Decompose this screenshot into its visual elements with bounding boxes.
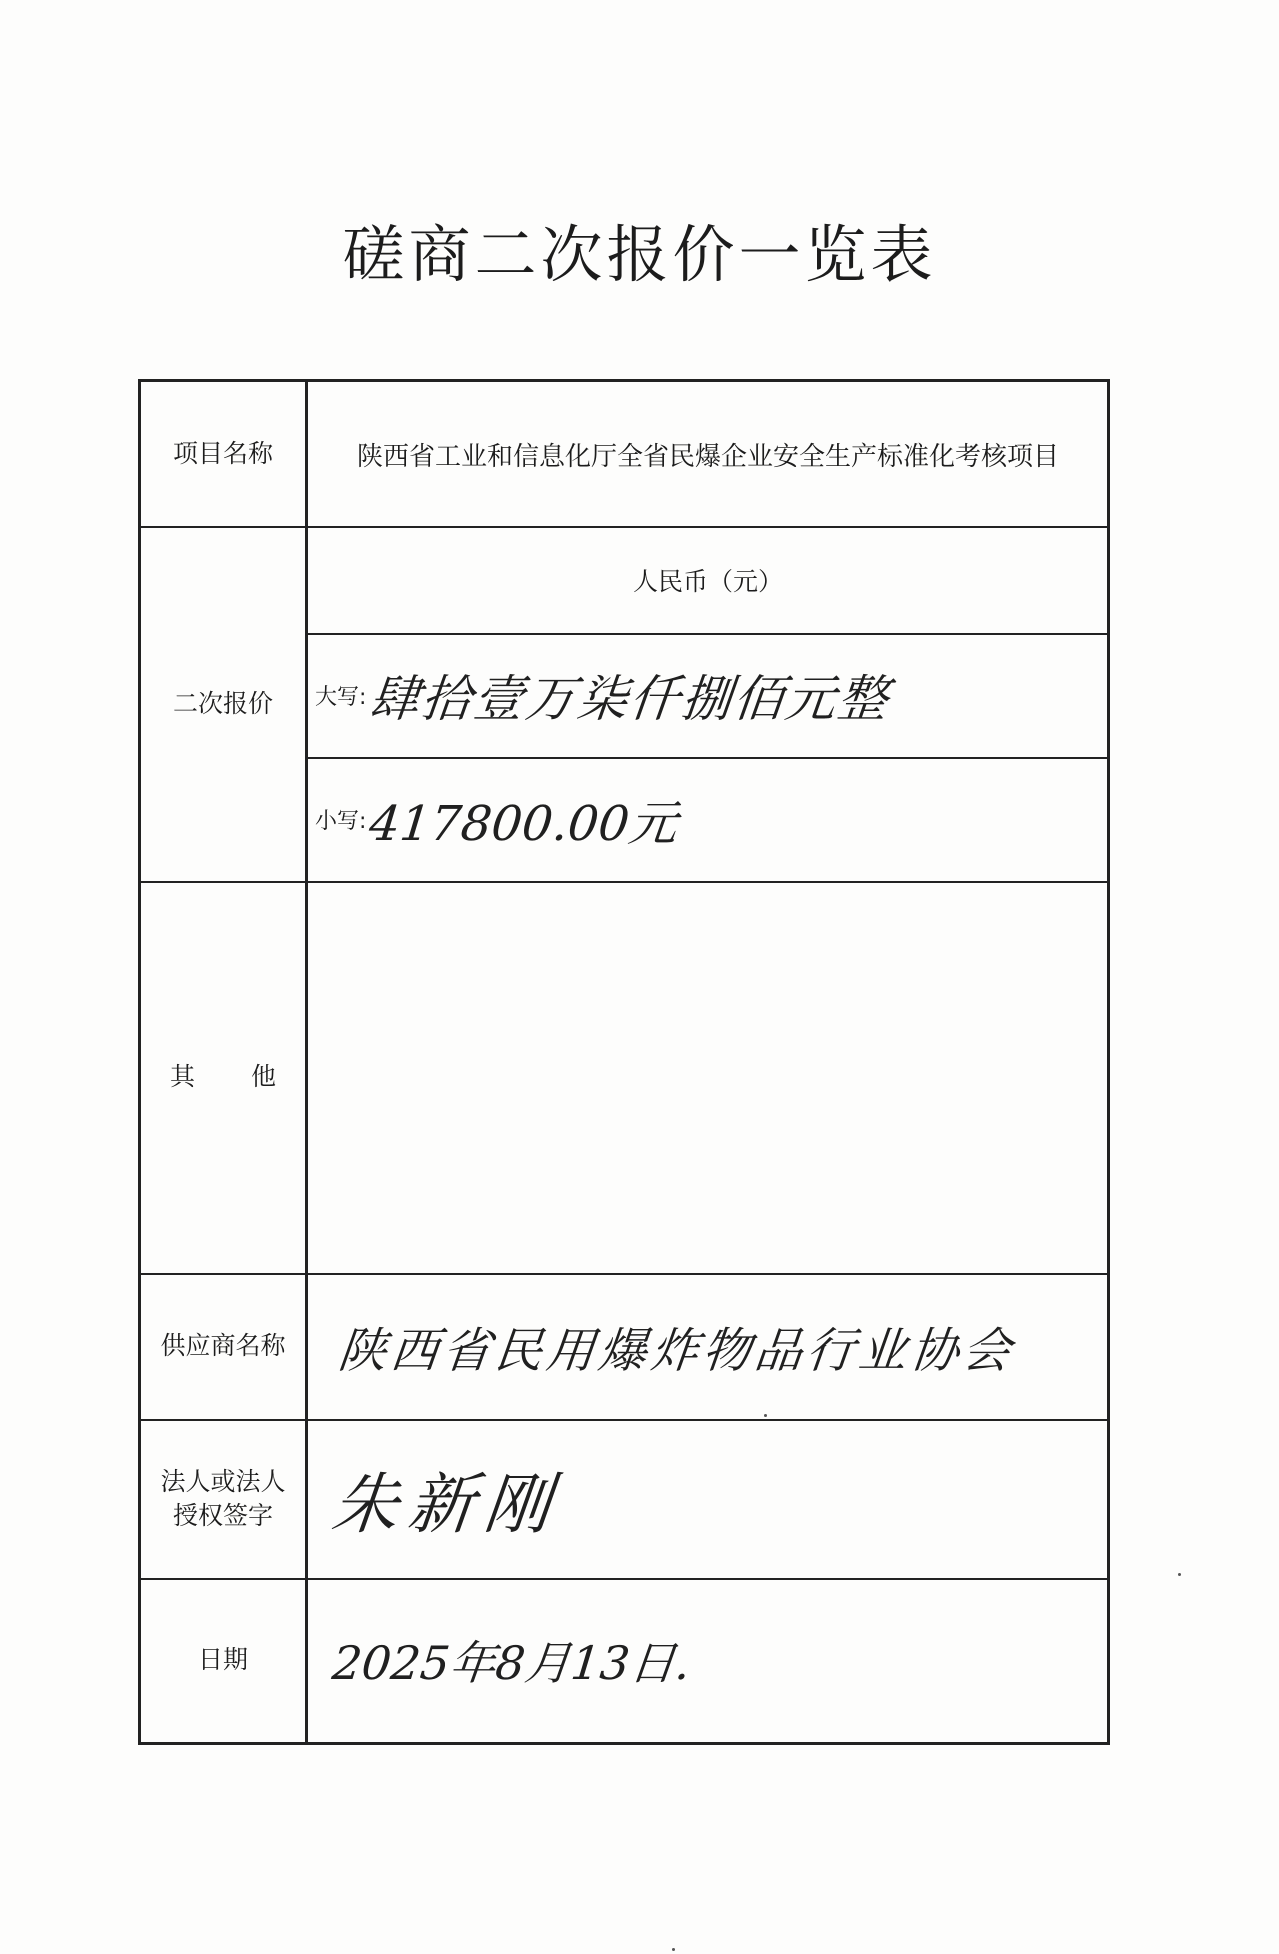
document-title: 磋商二次报价一览表 (342, 218, 937, 291)
quotation-table (138, 379, 1110, 1745)
date-value: 2025年8月13日. (329, 1636, 694, 1690)
signature-label-line-2: 授权签字 (172, 1500, 273, 1530)
date-cell (309, 1578, 1107, 1742)
scan-speck (1178, 1573, 1181, 1576)
supplier-name-value: 陕西省民用爆炸物品行业协会 (335, 1322, 1018, 1379)
scan-speck (672, 1948, 675, 1951)
project-name-value: 陕西省工业和信息化厅全省民爆企业安全生产标准化考核项目 (356, 441, 1059, 472)
lowercase-amount: 417800.00元 (367, 795, 681, 852)
scan-speck (764, 1414, 767, 1417)
other-label (141, 881, 305, 1273)
quote-lowercase-cell (309, 757, 1107, 881)
handwritten-signature: 朱新刚 (328, 1466, 565, 1543)
other-label-char-1: 其 (169, 1062, 195, 1091)
lowercase-prefix: 小写: (315, 808, 367, 834)
currency-header-cell (309, 526, 1107, 633)
uppercase-prefix: 大写: (315, 684, 367, 710)
signature-label-line-1: 法人或法人 (160, 1466, 286, 1496)
date-label: 日期 (197, 1645, 248, 1674)
signature-cell (309, 1419, 1107, 1578)
other-label-char-2: 他 (251, 1062, 277, 1091)
column-divider (305, 382, 308, 1742)
signature-label (141, 1419, 305, 1578)
project-name-cell (309, 382, 1107, 526)
second-quote-label: 二次报价 (172, 688, 273, 718)
supplier-name-label: 供应商名称 (160, 1331, 286, 1360)
currency-header: 人民币（元） (632, 566, 783, 596)
supplier-name-cell (309, 1273, 1107, 1419)
uppercase-amount: 肆拾壹万柒仟捌佰元整 (366, 670, 894, 728)
other-value (309, 881, 1107, 1273)
project-name-label: 项目名称 (172, 439, 273, 468)
quote-uppercase-cell (309, 633, 1107, 757)
